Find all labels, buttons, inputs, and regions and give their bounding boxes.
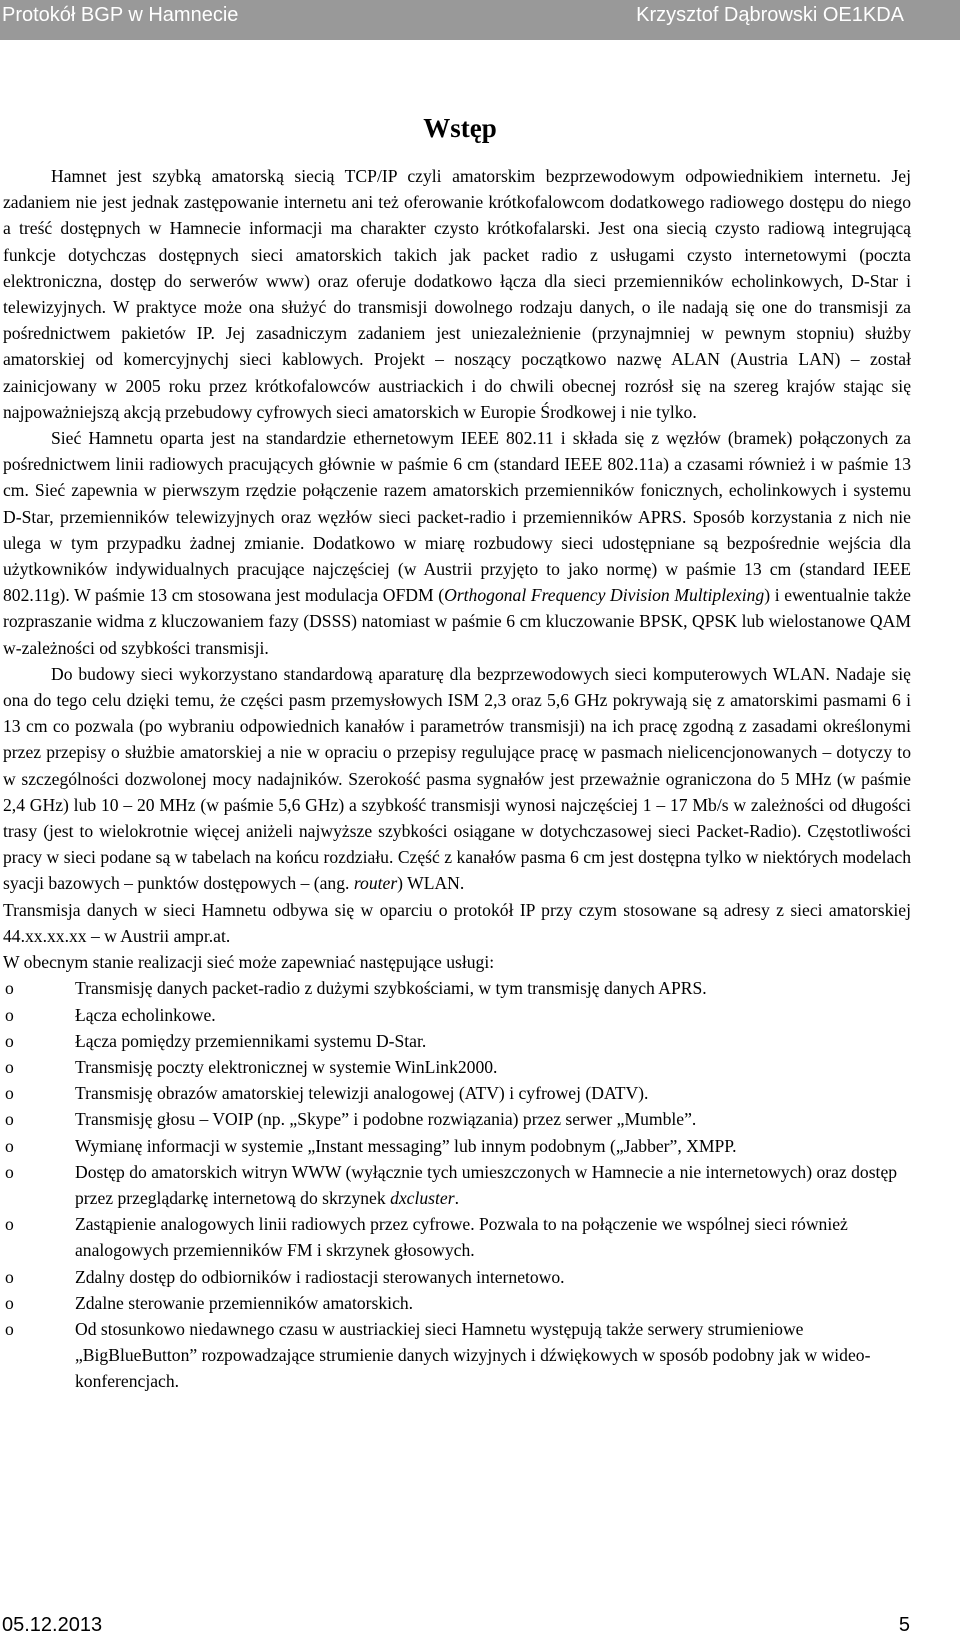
- paragraph-hardware: [3, 661, 911, 897]
- list-bullet: o: [5, 1004, 14, 1025]
- header-author: Krzysztof Dąbrowski OE1KDA: [636, 4, 904, 26]
- page-header: [0, 0, 960, 40]
- list-item-text: Zdalny dostęp do odbiorników i radiostacji sterowanych internetowo.: [75, 1266, 565, 1287]
- list-item-text: Łącza echolinkowe.: [75, 1004, 216, 1025]
- list-item: [3, 1159, 911, 1211]
- section-title: Wstęp: [423, 113, 497, 143]
- list-item: [3, 1028, 911, 1054]
- list-bullet: o: [5, 1161, 14, 1182]
- list-item-text: Transmisję obrazów amatorskiej telewizji analogowej (ATV) i cyfrowej (DATV).: [75, 1083, 649, 1104]
- list-item: [3, 1080, 911, 1106]
- list-item-text: Od stosunkowo niedawnego czasu w austriackiej sieci Hamnetu występują także serwery strumieniowe „BigBlueButton” rozpowadzające strumienie danych wizyjnych i dźwiękowych w sposób podobny jak w wideo-konferencjach.: [75, 1318, 871, 1392]
- header-document-title: Protokół BGP w Hamnecie: [2, 4, 239, 26]
- paragraph-network-text-2: ) i ewentualnie także rozpraszanie widma z kluczowaniem fazy (DSSS) natomiast w paśmie 6 cm kluczowanie BPSK, QPSK lub wielostanowe QAM w-zależności od szybkości transmisji.: [3, 585, 911, 658]
- list-item: [3, 1316, 911, 1395]
- list-bullet: o: [5, 1318, 14, 1339]
- paragraph-hardware-text-1: Do budowy sieci wykorzystano standardową aparaturę dla bezprzewodowych sieci komputerowych WLAN. Nadaje się ona do tego celu dzięki temu, że części pasm przemysłowych ISM 2,3 oraz 5,6 GHz pokrywają się z amatorskimi pasmami 6 i 13 cm co pozwala (po wybraniu odpowiednich kanałów i parametrów transmisji) na ich pracę zgodną z zasadami określonymi przez przepisy o służbie amatorskiej a nie w opraciu o przepisy regulujące pracę w pasmach nielicencjonowanych – dotyczy to w szczególności dozwolonej mocy nadajników. Szerokość pasma sygnałów jest przeważnie ograniczona do 5 MHz (w paśmie 2,4 GHz) lub 10 – 20 MHz (w paśmie 5,6 GHz) a szybkość transmisji wynosi najczęściej 1 – 17 Mb/s w zależności od długości trasy (jest to wielokrotnie więcej aniżeli najwyższe szybkości osiągane w dotychczasowej sieci Packet-Radio). Częstotliwości pracy w sieci podane są w tabelach na końcu rozdziału. Część z kanałów pasma 6 cm jest dostępna tylko w niektórych modelach syacji bazowych – punktów dostępowych – (ang.: [3, 663, 911, 894]
- paragraph-hardware-text-2: ) WLAN.: [397, 873, 465, 894]
- list-item: [3, 975, 911, 1001]
- list-item-text: Zdalne sterowanie przemienników amatorskich.: [75, 1292, 414, 1313]
- list-bullet: o: [5, 1135, 14, 1156]
- list-item: [3, 1106, 911, 1132]
- list-item-text: Zastąpienie analogowych linii radiowych przez cyfrowe. Pozwala to na połączenie we wspólnej sieci również analogowych przemienników FM i skrzynek głosowych.: [75, 1214, 848, 1261]
- list-item-text: Transmisję poczty elektronicznej w systemie WinLink2000.: [75, 1056, 498, 1077]
- list-item: [3, 1264, 911, 1290]
- services-list: [3, 975, 911, 1394]
- document-body: [3, 163, 911, 1395]
- footer-date: 05.12.2013: [2, 1614, 103, 1636]
- list-bullet: o: [5, 1214, 14, 1235]
- list-bullet: o: [5, 978, 14, 999]
- list-bullet: o: [5, 1056, 14, 1077]
- list-item-text: Łącza pomiędzy przemiennikami systemu D-Star.: [75, 1030, 427, 1051]
- list-item-italic: dxcluster: [390, 1187, 455, 1208]
- paragraph-intro: Hamnet jest szybką amatorską siecią TCP/IP czyli amatorskim bezprzewodowym odpowiednikiem internetu. Jej zadaniem nie jest jednak zastępowanie internetu ani też oferowanie krótkofalowcom dodatkowego radiowego dostępu do niego a treść dostępnych w Hamnecie informacji ma charakter czysto krótkofalarski. Jest ona siecią czysto radiową integrującą funkcje dotychczas dostępnych sieci amatorskich takich jak packet radio z usługami czysto internetowymi (poczta elektroniczna, dostęp do serwerów www) oraz oferuje dodatkowo łącza dla sieci przemienników echolinkowych, D-Star i telewizyjnych. W praktyce może ona służyć do transmisji dowolnego rodzaju danych, o ile nadają się one do transmisji za pośrednictwem pakietów IP. Jej zasadniczym zadaniem jest uniezależnienie (przynajmniej w pewnym stopniu) służby amatorskiej od komercyjnychj sieci kablowych. Projekt – noszący początkowo nazwę ALAN (Austria LAN) – został zainicjowany w 2005 roku przez krótkofalowców austriackich i do chwili obecnej rozrósł się na szereg krajów stając się najpoważniejszą akcją przebudowy cyfrowych sieci amatorskich w Europie Środkowej i nie tylko.: [3, 166, 911, 422]
- list-bullet: o: [5, 1266, 14, 1287]
- list-item-text: Wymianę informacji w systemie „Instant messaging” lub innym podobnym („Jabber”, XMPP.: [75, 1135, 737, 1156]
- paragraph-network: [3, 425, 911, 661]
- list-item: [3, 1054, 911, 1080]
- list-item-text: Transmisję głosu – VOIP (np. „Skype” i podobne rozwiązania) przez serwer „Mumble”.: [75, 1109, 697, 1130]
- list-item-text: Transmisję danych packet-radio z dużymi szybkościami, w tym transmisję danych APRS.: [75, 978, 707, 999]
- paragraph-network-italic: Orthogonal Frequency Division Multiplexing: [444, 585, 765, 606]
- list-item: [3, 1133, 911, 1159]
- page-number: 5: [898, 1614, 910, 1636]
- list-bullet: o: [5, 1292, 14, 1313]
- list-bullet: o: [5, 1109, 14, 1130]
- list-item-tail: .: [454, 1187, 459, 1208]
- list-item: [3, 1290, 911, 1316]
- list-item: [3, 1211, 911, 1263]
- list-item-text: Dostęp do amatorskich witryn WWW (wyłącznie tych umieszczonych w Hamnecie a nie internetowych) oraz dostęp przez przeglądarkę internetową do skrzynek: [75, 1161, 898, 1208]
- list-bullet: o: [5, 1083, 14, 1104]
- page-footer: [0, 1612, 960, 1643]
- list-bullet: o: [5, 1030, 14, 1051]
- paragraph-network-text-1: Sieć Hamnetu oparta jest na standardzie ethernetowym IEEE 802.11 i składa się z węzłów (bramek) połączonych za pośrednictwem linii radiowych pracujących głównie w paśmie 6 cm (standard IEEE 802.11a) a czasami również i w paśmie 13 cm. Sieć zapewnia w pierwszym rzędzie połączenie razem amatorskich przemienników fonicznych, echolinkowych i systemu D-Star, przemienników telewizyjnych oraz węzłów sieci packet-radio i przemienników APRS. Sposób korzystania z nich nie ulega w tym przypadku żadnej zmianie. Dodatkowo w miarę rozbudowy sieci udostępniane są bezpośrednie wejścia dla użytkowników indywidualnych pracujące najczęściej (w Austrii przyjęto to jako normę) w paśmie 13 cm (standard IEEE 802.11g). W paśmie 13 cm stosowana jest modulacja OFDM (: [3, 428, 911, 606]
- list-item: [3, 1002, 911, 1028]
- paragraph-services-intro: W obecnym stanie realizacji sieć może zapewniać następujące usługi:: [3, 952, 495, 973]
- paragraph-hardware-italic: router: [353, 873, 398, 894]
- paragraph-ip: Transmisja danych w sieci Hamnetu odbywa się w oparciu o protokół IP przy czym stosowane są adresy z sieci amatorskiej 44.xx.xx.xx – w Austrii ampr.at.: [3, 899, 911, 946]
